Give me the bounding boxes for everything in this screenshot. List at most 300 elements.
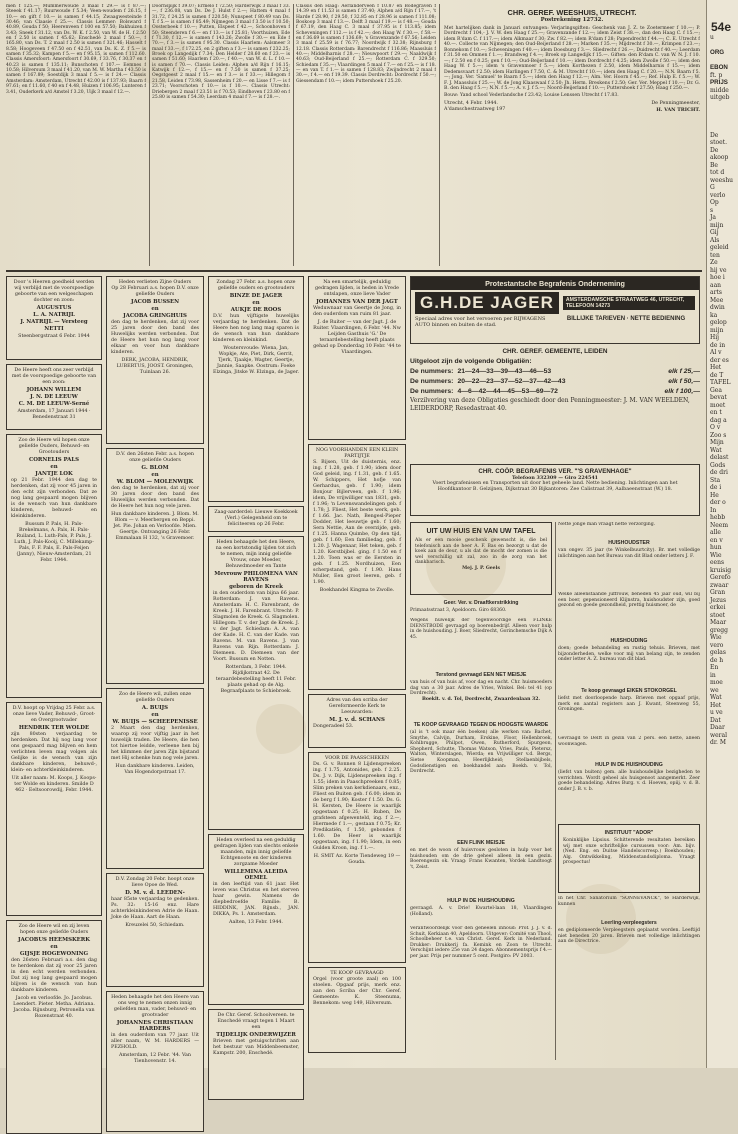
edge-word: hoe i — [710, 274, 725, 281]
edge-word: aan — [710, 281, 722, 289]
edge-word: we — [710, 686, 719, 694]
edge-word: Sta — [710, 476, 721, 484]
classified-body: liefst met doorloopende harp. Brieven met opgaaf prijs, merk en aantal registers aan J. Kwant, Steenweg 55, Groningen. — [558, 696, 700, 713]
notice-box — [308, 752, 406, 963]
orphanage-postrekening: Postrekening 12732. — [540, 17, 604, 23]
notice-name: JOHANN WILLEM — [26, 387, 82, 393]
notice-footer: Amsterdam, 17 Januari 1944 · Benedenstraat 31 — [17, 409, 91, 420]
edge-word: hij ve — [710, 266, 727, 274]
notice-footer: Hun dankbare kinderen. J. Blom. M. Blom — v. Meerbergen en Beppi. Jet. Pie. Johan en Verloofde. Mien. Geertje. Ontvanging 26 Febr. Emmalaan H 132, 's Gravemoer. — [111, 512, 199, 541]
notice-name: NETTI — [44, 326, 64, 332]
notice-footer: H. SMIT Az. Korte Tiendeweg 19 — Gouda. — [313, 854, 401, 865]
classified-title: HUISHOUDING — [610, 638, 648, 644]
notice-box — [308, 694, 406, 748]
classified-title: TE KOOP GEVRAAGD TEGEN DE HOOGSTE WAARDE — [413, 722, 549, 728]
edge-word: verlo — [710, 191, 726, 199]
notice-intro: D.V. den 26sten Febr. a.s. hopen onze geliefde Ouders — [115, 452, 194, 463]
classified-ad — [410, 838, 552, 893]
edge-word: EBON — [710, 64, 728, 71]
classified-body: en met de woon of huisvrouw gesloten in hulp voor het huishouden om de drie geheel alleen in een gezin. Boerengezin ok. Vraag: Frans Kwanten, Vordek Landtoogt 't, Zeist. — [410, 848, 552, 870]
edge-word — [710, 109, 738, 117]
classified-title: HULP IN DE HUISHOUDING — [595, 762, 663, 768]
classified-footer: Boeklt. v. d. Tol, Dordrecht, Zwaardenlaan 32. — [421, 696, 541, 702]
classified-body: doen; goede behandeling en rustig tehuis. Brieven, met bijzonderheden, welke voor mij van belang zijn, te zenden onder letter A. Z. bureau van dit blad. — [558, 646, 700, 663]
obligaties-row-value: elk f 25,— — [668, 368, 700, 375]
edge-word: Gods — [710, 461, 726, 469]
notice-body: Dongeradeel 53. — [313, 724, 354, 729]
edge-word: eens — [710, 559, 725, 566]
notice-name: W. BUIJS — SCHEEPENISSE — [112, 719, 198, 725]
notice-name: A. BUIJS — [141, 705, 169, 711]
edge-word: Dat — [710, 716, 721, 724]
notice-name: AUKJE DE ROOS — [230, 307, 282, 313]
notice-name: en — [252, 300, 260, 306]
edge-word: hun — [710, 544, 722, 551]
edge-word: Ze — [710, 259, 718, 266]
classified-title: INSTITUUT "ADOR" — [604, 830, 654, 836]
edge-word: Mijn — [710, 439, 724, 446]
signoff-role: De Penningmeester, — [651, 100, 700, 106]
edge-word: der o — [710, 499, 726, 506]
notice-body: Ds. G. v. Ronnen 8 Lijdenspreeken ing. f 1.75, Antonides, geb. f 2.25. Ds. J. v. Dijk, Lijdenspreeken ing. f 1.55; idem in Paaschpreeken f 0.85; Slim preken van kerkdienaars, enz., Fliest en Buiten geb. f 6.00; idem in de berg f 1.90; Koster f 1.50. Ds. G. H. Kersten, De Heere is waarlijk opgestaan f 0.25; H. Ruben, De grafsteen afgewenteld, ing. f 2.—, Hiermede f 1.—, gestaan f 0.75; Kr. Predikatiën, f 1.50, gebonden f 1.60. De Heer is waarlijk opgestaan, ing. f 1.90; Idem, in een Gulden Kroon, ing. f 1.—. — [313, 762, 401, 851]
obligaties-intro: Uitgeloot zijn de volgende Obligatiën: — [410, 358, 532, 365]
edge-word: Gij — [710, 229, 719, 236]
obligaties-row-value: elk f 100,— — [664, 388, 700, 395]
edge-word: ka — [710, 311, 718, 319]
article-text: Classis den Haag: Aerlanderveen f 10.87 en Bodegraven f 14.39 en f 11.53 is samen f 37.40; Alphen a/d Rijn f 17.—, 't Harde f 28.90, f 29.50, f 32.85 en f 28.96 is samen f 111.08; Boskoop 3 maal f 13.—. Delft 3 maal f 19.— is f 48.—; Gouda f 67.19, den Haag C. 3 maal f 37.95 is f 113.85; idem Scheveningen f 112.— is f 42.—; den Haag W. f 30.—, f 58.— en f 36.69 is samen f 136.69; 's Gravenzande f 67.56; Leiden 3 maal f 25.59 is f 76.77; Noordwijk f 32.38; Rijnsburg f 12.18. Classis Rotterdam: Barendrecht f 116.86; Maassluis f 40.—; Middelharnis f 28.—; Nieuwpoort f 29.—; Naaldwijk f 40.63; Oud-Beijerland f 25.—; Rotterdam C. f 329.50; Schiedam f 35.—; Vlaardingen 5 maal f 7.— en f 25.— is f 18.— en van T. f 1.— is samen f 128.83; Zwijndrecht 2 maal f 30.—, f 4.— en f 19.39. Classis Dordrecht: Dordrecht f 50.—; Giessendam f 10.—; idem Puttershoek f 25.20. — [296, 4, 436, 84]
notice-name: JOHANNES VAN DER JAGT — [316, 299, 398, 305]
edge-word: Het — [710, 364, 722, 371]
edge-word: de T — [710, 371, 724, 379]
section-divider — [6, 270, 702, 272]
notice-intro: Heden behaagde het den Heere van ons weg te nemen onzen innig geliefden man, vader, behuwd- en grootvader — [111, 995, 199, 1018]
edge-word: arts — [710, 289, 722, 296]
classified-body: en gediplomeerde Verpleegsters geplaatst worden. Leeftijd niet beneden 20 jaren. Brieven met volledige inlichtingen aan de Directrice. — [558, 928, 700, 945]
notice-intro: Heden overleed na een geduldig gedragen lijden van slechts enkele maanden, mijn innig geliefde Echtgenoote en der kinderen zorgzame Moeder — [213, 838, 299, 867]
obligaties-row-value: elk f 50,— — [668, 378, 700, 385]
edge-word: alle — [710, 529, 721, 536]
notice-intro: NOG VOORHANDEN EEN KLEIN PARTIJTJE — [315, 448, 399, 459]
notice-box — [6, 434, 102, 698]
edge-word: In — [710, 506, 717, 514]
notice-name: TIJDELIJK ONDERWIJZER — [216, 1032, 296, 1038]
edge-word: s — [710, 206, 714, 214]
notice-footer: Rotterdam, 3 Febr. 1944. Rijdijkstraat 42. De teraardebestelling heeft 11 Febr. plaats gehad op de Alg. Begraafplaats te Schiebroek. — [215, 665, 297, 694]
notice-name: AUGUSTUS — [36, 305, 72, 311]
top-text-column-1 — [6, 4, 146, 266]
notice-footer: Boekhandel Kingma te Zwolle. — [319, 588, 395, 593]
edge-word — [710, 42, 738, 50]
edge-word: Ja — [710, 214, 716, 221]
notice-body: den dag te herdenken, dat zij voor 30 jaren door den band des Huwelijks werden verbonden. Dat de Heere het hun nog vele jaren. — [111, 486, 199, 509]
obligaties-row-numbers: 20—22—23—37—52—37—42—43 — [457, 378, 566, 385]
classified-body: van huis of van huis af, voor dag en nacht. Chr. huismoeders dag van ± 30 jaar. Adres de Vries, Winkel. Bel: tel 41 (op Dordrecht). — [410, 680, 552, 697]
edge-word: ft. p — [710, 71, 723, 79]
notice-box — [208, 536, 304, 830]
funeral-ad-header: Protestantsche Begrafenis Onderneming — [411, 277, 699, 290]
notice-name: en — [50, 944, 58, 950]
classified-title: Te koop gevraagd EIKEN STOKORGEL — [581, 688, 677, 694]
classified-body: Gevraagd te Delft in gezin van 2 pers. een nette, alleen woonwagen. — [558, 736, 700, 747]
notice-box — [208, 276, 304, 502]
edge-word: De — [710, 146, 719, 154]
obligaties-footer: Verzilvering van deze Obligaties geschiedt door den Penningmeester: J. M. VAN WEELDEN, LEIDERDORP, Resedastraat 40. — [410, 397, 690, 412]
column-rule — [439, 4, 440, 266]
classified-title: UIT UW HUIS EN VAN UW TAFEL — [426, 528, 536, 535]
notice-box — [208, 1009, 304, 1100]
notice-body: den 26sten Februari a.s. den dag te herdenken dat zij voor 25 jaren in den echt werden verbonden. Dat zij nog lang gespaard mogen blijven is de wensch van hun dankbare kinderen. — [11, 958, 97, 993]
notice-box — [106, 276, 204, 444]
edge-word: Maar — [710, 619, 727, 626]
edge-word: akoop — [710, 154, 729, 161]
notice-name: en — [151, 306, 159, 312]
classified-ad — [410, 896, 552, 923]
edge-word: TAFEL — [710, 379, 731, 386]
notice-body: S. Bijsen, Uit de duisternis, enz. ing. f 1.28, geb. f 1.90; idem door God geleid, ing. f 1.31, geb. f 1.65. W. Schippers, Het hofje van Gerhardus, geb. f 1.90; idem Bonjour Bijlerveen, geb. f 1.96; idem, De vrijwilliger van 1831, geb. f 1.96; 'n Levenswandelingen geb. f 1.78; J. Fliest, Het beste werk, geb. f 1.66. Jac. Nath, Bengesl-Pieper Dodder, Het leeuwtje geb. f 1.60; Sera Nettie, Aan de overzijde, geb. f 1.25. Hanna Quimbe, Op den tijd, geb. f 1.60; Een familiedag, geb. f 1.20. J. Wagenaar, Het teken, geb. f 1.20. Kerstbijbel. ging. f 1.50 en f 1.20. Toen was er de Eersten in geb. f 1.25. Nordhuizen, Een scherpstand, geb. f 1.90. Hans Muller, Een groot leeren, geb. f 1.90. — [313, 460, 401, 585]
orphanage-signoff — [444, 101, 700, 113]
notice-name: geboren de Kreek — [229, 584, 283, 590]
edge-word: zwaar — [710, 581, 729, 589]
edge-word: de dri — [710, 469, 728, 476]
notice-name: BINZE DE JAGER — [229, 293, 283, 299]
notice-footer: Jacob en verloofde. Jo. Jacobus. Leendert. Pieter. Metha. Adriana. Jacoba. Rijnsburg, Petronella van Rozenstraat 40. — [13, 996, 95, 1019]
edge-word: Be — [710, 161, 718, 169]
edge-word: de h — [710, 656, 724, 664]
notice-body: in den ouderdom van bijna 66 jaar. Rotterdam: J. van Ravens. Amsterdam: H. C. Farenbrant, de Kreek. J. H. Farenbrant. Utrecht: P. Slagmolen de Kreek. G. Slagmolen. Hillegom: T. v. der Jagt de Kreek. J. v. der Jagt. Schiedam: A. A. van der Kade. H. C. van der Kade. van Ravens. M. van Ravens. J. van Ravens van Rijn. Rotterdam: J. Diemeen. D. Diemeen van der Voort. Bussum en Notten. — [213, 591, 300, 662]
edge-word: He — [710, 491, 719, 499]
obligaties-row-label: De nummers: — [410, 378, 454, 385]
edge-word: Al v — [710, 349, 722, 356]
edge-word: midde — [710, 86, 729, 94]
classified-body: In het Chr. Sanatorium "SONNEVANCK", te Harderwijk, kunnen — [558, 896, 700, 907]
edge-word: Wie — [710, 551, 722, 559]
begrafenis-ad — [410, 464, 700, 516]
notice-box — [106, 991, 204, 1132]
edge-word: Wie — [710, 634, 722, 641]
classified-ad — [410, 926, 552, 1043]
edge-word: delast — [710, 454, 729, 461]
notice-body: den dag te herdenken, dat zij voor 25 jaren door den band des Huwelijks werden verbonden. Dat de Heere het hun nog lang voor elkaar en voor hun dankbare kinderen. — [111, 320, 199, 355]
edge-word: Mee — [710, 296, 724, 304]
top-text-column-3 — [296, 4, 436, 266]
notice-footer: J. de Ruiter — van der Jagt. J. de Ruiter. Vlaardingen, 6 Febr. '44. Nw Leijden Gasthuis 'G.' De teraardebestelling heeft plaats gehad op Donderdag 10 Febr. '44 te Vlaardingen. — [313, 320, 401, 355]
edge-word: der es — [710, 356, 729, 364]
edge-word: Als — [710, 236, 720, 244]
notice-name: WILLEMINA ALEIDA OEMEL — [224, 869, 288, 881]
notice-intro: Op 28 Februari a.s. hopen D.V. onze geliefde Ouders — [111, 286, 199, 297]
edge-word — [710, 57, 738, 65]
classified-title: EEN FLINK MEISJE — [457, 840, 505, 846]
notice-intro: VOOR DE PAASSCHEKEN — [324, 756, 390, 761]
edge-word: uitgeb — [710, 94, 730, 101]
notice-intro: Zondag 27 Febr. a.s. hopen onze geliefde ouders en grootouders — [216, 280, 296, 291]
orphanage-title: CHR. GEREF. WEESHUIS, UTRECHT. — [507, 8, 637, 17]
signoff-left — [444, 101, 505, 113]
edge-word: Neem — [710, 521, 729, 529]
classified-title: HUISHOUDSTER — [608, 540, 650, 546]
notice-name: W. BLOM — MOLENWIJK — [116, 479, 194, 485]
edge-word: de in — [710, 341, 726, 349]
notice-intro: Zoo de Heere wil, zullen onze geliefde Ouders — [118, 692, 192, 703]
edge-word: dr. M — [710, 739, 727, 746]
funeral-ad-logo: G.H.DE JAGER — [415, 292, 559, 314]
obligaties-row-numbers: 21—24—33—39—43—46—53 — [457, 368, 552, 375]
column-rule — [293, 4, 294, 266]
obligaties-row — [410, 367, 700, 377]
edge-word: gelas — [710, 649, 726, 656]
notice-footer: Steenbergstraat 6 Febr. 1944 — [18, 334, 90, 339]
notice-name: D. M. v. d. LEEDEN- — [125, 890, 185, 896]
classified-ad — [558, 538, 700, 589]
notice-body: Brieven met getuigschriften aan het bestuur van Middenbeemster, Kampstr. 200, Enschedé. — [213, 1039, 299, 1056]
notice-intro: Door 's Heeren goedheid werden wij verblijd met de voorspoedige geboorte van een welgeschapen dochter en zoon: — [13, 280, 95, 303]
notice-name: JACOBA GRINGHUIS — [123, 313, 187, 319]
notice-box — [6, 920, 102, 1134]
notice-footer: Bussum P. Pals, H. Pals-Brekelmans, A. Pals, H. Pals-Ruiland, L. Luth-Pals, P. Pals, J. Luth, J. Pals-Kooij, C. Millekamp-Pals, F. F. Pals, E. Pals-Feijen (Janny), Nieuw-Amsterdam, 21 Febr. 1944. — [14, 522, 94, 563]
edge-word: stoet. — [710, 139, 727, 146]
notice-footer: Amsterdam, 12 Febr. '44. Van Tienhovenstr. 14. — [119, 1053, 191, 1064]
notice-body: 2 Maart den dag herdenken, waarop zij voor vijftig jaar in het huwelijk traden. De Heere, die hen tot hiertoe leidde, verleene hen bij het klimmen der jaren Zijn bijstand met Hij schenke hun nog vele jaren. — [111, 726, 199, 761]
edge-word: en t — [710, 409, 722, 416]
edge-word: bevat — [710, 394, 727, 401]
edge-word: ten — [710, 251, 720, 259]
classified-body: Wegens huwelijk der tegenwoordige een FLINKE DIENSTBODE gevraagd op boerenbedrijf. Alleen voor hulp in de huishouding. J. Boer, Sliedrecht, Gorinchemsche Dijk A 45. — [410, 618, 552, 640]
notice-name: M. J. v. d. SCHANS — [329, 717, 385, 723]
notice-name: en — [151, 472, 159, 478]
classified-ad — [558, 636, 700, 683]
paper-stain — [566, 884, 636, 954]
article-text: Doornspijk f 39.07; Ermelo f 72.50; Harderwijk 3 maal f 33.—, f 236.08, van Ds. De J. Hulst f 2.—; Hattem 4 maal f 31.72, f 24.25 is samen f 220.50; Nunspeet f 80.49 van Ds. T. f 5.— is samen f 85.49; Nijmegen 3 maal f 3.50 is f 10.50; Oosterbeek f 10.—; Putten, Elspeet f 42.—, Schoonhoven f 50; Steenderen f 6.— en f 13.— is f 25.81; Voorthuizen, Ede f 71.30, f 12.— is samen f 143.26; Zwolle f 30.— en Ede f 70.—, f 3.— is samen f 95.30. Classis Haarlem: Aalsmeer 3 maal f 33.—, f 172.25, en 2 giften a f 3.— is samen f 232.25; Broek op Langedijk f 7.34; Den Helder f 28.60 en f 23.— is samen f 51.60; Haarlem f 20.—, f 40.—, van W. d. L. f 10.— is samen f 70.—. Classis Leiden: Alphen a/d Rijn f 16.15; Katwijk f 12.—, f 15.— en f 7.50 is samen f 37.25; Oegstgeest 2 maal f 15.— en f 3.— is f 33.—; Hillegom f 21.58, Leiden f 73.98, Sassenheim f 20.— en Lisse f 7.— is f 23.71; Voorschoten f 10.— is f 10.—. Classis Utrecht: Driebergen 2 maal f 23.51 is f 70.53; Eindhoven f 23.80 en f 25.80 is samen f 54.30; Leerdam 4 maal f 7.— is f 28.—. — [152, 4, 290, 100]
obligaties-notice — [410, 348, 700, 460]
notice-body: D.V. hun vijftigste huwelijks verjaardag te herdenken. Dat de Heere hen nog lang mag sparen is de wensch van hun dankbare kinderen en kleinkind. — [213, 314, 299, 343]
orphanage-footer: Bouw: Yand school Vederlandsche f 23.42; Louise Lenssen Utrecht f 17.83. — [444, 93, 619, 99]
classified-ad — [410, 670, 552, 717]
classified-ad — [558, 686, 700, 733]
notice-body: in den ouderdom van 77 jaar. Uit aller naam, W. M. HARDERS — PEZHOLD. — [111, 1033, 199, 1050]
notice-name: JANTJE LOK — [35, 471, 73, 477]
edge-word: Daar — [710, 724, 725, 731]
signoff-date: Utrecht, 4 Febr. 1944. — [444, 100, 498, 106]
orphanage-notice — [444, 8, 700, 266]
notice-intro: Na een smartelijk, geduldig gedragen lijden, is heden in Vrede ontslapen, onze lieve Vader — [315, 280, 399, 297]
notice-box — [308, 967, 406, 1053]
edge-word: u ve — [710, 709, 723, 716]
column-rule — [555, 522, 556, 1060]
page-main — [6, 4, 702, 1064]
signoff-name: H. VAN TRICHT. — [656, 106, 700, 113]
notice-footer: Hun dankbare kinderen. Leiden, Van Hogendorpstraat 17. — [115, 764, 195, 775]
notice-box — [6, 702, 102, 916]
classified-footer: Mej. J. P. Geels — [462, 565, 500, 571]
edge-word: vero — [710, 641, 724, 649]
classified-body: (al is 't ook maar één boeken) alle werken van: Bachet, Smythe, Calvijn, Durham, Erskine, Floor, Hellenbroek, Kohlbrugge, Philpot, Owen, Rutherford, Spurgeon, Shepherd, Schutte, Thomas Watson, Vries, Pauls, Pietersz, Walton, Winterslagen, Wierda; en Vrijwilliger v.d. Bergs, Sietse Koopman, Heerlijkheid; Stellaenbijbels, Godsdienstigen en boekhandel aan: Boekh. v. Tol, Dordrecht. — [410, 730, 552, 775]
funeral-ad-line1: Speciaal adres voor het vervoeren per RIJWAGENS AUTO binnen en buiten de stad. — [415, 316, 546, 328]
funeral-ad-logo-row — [411, 290, 699, 316]
orphanage-body: Met hartelijken dank in Januari ontvangen: Verjaringsgiften: Geschenk van J. Z. te Zoetermeer f 10.—; P. Dordrecht f 104,- J. V. W. den Haag f 25.—; Gravenzande f 12.—; idem Zeist f 38.—, dan den Haag C. f 15.—; idem R'dam C. f 117.—; idem Alkmaar f 30; Zw. f 82.—; idem R'dam f 28; Papendrecht f 44.—; C. E. Utrecht f 40.—. Collecte van Nijmegen; den Oud-Beijerland f 28.—; Marken f 35.—; Mijdrecht f 30.—, Krimpen f 23.—; Bonnekom f 10.—; Scheveningen f 40.—; idem Doesburg f 3.—. Sliedrecht f 26.—, Duidrecht f 40.—; Leerdam f 31.50 en Ommen f 1.—; Brandweg f 4.—; Broek op Langedijk f 15.—. Giften: den R'dam C. van W. N. J. f 10.—; f 2.50 en f 0.25; gen f 10.—; Oud-Beijerland f 10.—; idem Dordrecht f 4.25; idem Zwolle f 50.—; idem den Haag W. f 5.—; idem 's Gravenmoer f 5.—; idem Korthezen f 2.50, idem Middelharnis f 15.—; idem Dedemsvaart f 2.50; idem Harlingen f 7.50, C. & M. Utrecht f 10.—; idem den Haag C. f 20.—; N.N. Baarn f 5.—; Jong. Ver. 'Samuel' te Baarn f 5.—; idem den Haag f 12.—; Alm. Ver. Hoorn f 45.—; Ref. Hulp E. f 5.—; W. F. J. Maassluis f 25.—; W. de Jong Klaaswaal f 2.50; Jh. Herm. Breskens f 2.50; Ger. Ver. Meppel f 10.—; Dr. G. B. den Haag f 5.—; N.N. f 5.—; A. v. J. f 5.—; Noord-Beijerland f 10.—; Puttershoek f 27.50; Haag f 250.—. — [444, 26, 700, 91]
edge-page-number: 54e — [711, 20, 732, 34]
notice-name: HENDRIK TER WOLDE — [18, 725, 90, 731]
notice-body: op 21 Febr. 1944 den dag te herdenken, dat zij voor 45 jaren in den echt zijn verbonden. Dat ze nog lang gespaard mogen blijven is de wensch van hun dankbare kinderen, behuwd- en kleinkinderen. — [11, 478, 97, 519]
notice-name: en — [50, 464, 58, 470]
edge-word: in — [710, 671, 716, 679]
notice-name: J. NATRIJL — Versteeg — [20, 319, 88, 325]
notice-box — [208, 834, 304, 1005]
notice-footer: Kreuzelei 50, Schiedam. — [125, 923, 185, 928]
notice-intro: De Chr. Geref. Schoolvereen. te Enschedé vraagt tegen 1 Maart een — [217, 1013, 295, 1030]
notice-box — [308, 444, 406, 690]
classified-ad — [558, 592, 700, 633]
classified-title: Geer. Ver. v. Draaftkerstrikking — [443, 600, 519, 606]
notice-intro: Zoo de Heere wil en zij leven hopen onze geliefde Ouders — [18, 924, 90, 935]
edge-word: geleid — [710, 244, 729, 251]
edge-word: En — [710, 664, 719, 671]
edge-word: hebb — [710, 514, 726, 521]
obligaties-row-numbers: 4—6—42—44—45—53—69—72 — [457, 388, 558, 395]
notice-body: Weduwnaar van Geertje de Jong, in den ouderdom van ruim 81 jaar. — [313, 306, 401, 317]
notice-intro: Heden verlieten Zijne Ouders — [118, 280, 192, 285]
funeral-company-ad — [410, 276, 700, 344]
paper-stain — [126, 24, 186, 84]
edge-word: dag a — [710, 416, 727, 424]
classified-body: Nette jonge man vraagt nette verzorging. — [558, 522, 656, 527]
begrafenis-header: CHR. COÖP. BEGRAFENIS VER. "'S GRAVENHAGE" — [478, 468, 632, 475]
notice-footer: Aalten, 13 Febr. 1944. — [229, 920, 283, 925]
notice-footer: Woutersvoude: Wiena, Jan, Wopkje, Ate, Piet, Dirk, Gerrit, Tjerk, Tjaakje, Wagter, Geertje, Jannie, Saapke. Oostrum: Foeke Elzinga, Jitske W. Elzinga, de Jager. — [213, 346, 300, 375]
edge-word: moet — [710, 401, 726, 409]
edge-word: O v — [710, 424, 721, 431]
classified-ad — [558, 522, 700, 535]
notice-intro: Adres van den scriba der Gereformeerde Kerk te Leeuwarden: — [326, 698, 388, 715]
edge-word: Wat — [710, 446, 722, 454]
notice-box — [308, 276, 406, 440]
edge-word: en v — [710, 536, 723, 544]
classified-ad — [558, 760, 700, 821]
article-text: men f 125.—; Mummerwoude 3 maal f 29.— is f 87.—; Steeek f 41.17; Ruurwoude f 5.34; Veen-woudem f 26.15, f 10.— en gift f 10.— is samen f 44.15; Zwaagwesteinde f 30.46; van Claasie f 25.—. Classis Lemmer: Bolsward f 40.89, Gouda f 50; Heerenveen f 100 en 57.50; Bakhuizen f 3.43; Sneek f 31.12, van Ds. W. K. f 2.50, van W. de H. f 2.50 en f 2.50 is samen f 45.62; Enschedé 2 maal f 50.—, f 165.80, van Ds. T. 2 maal f 2.50 is samen f 321.46; Hasselt f 8.58; Hoogeveen f 47.50 en f 42.51, van Ds. K. Z. f 5.— is samen f 35.32; Kampen f 5.— en f 95.15, is samen f 112.60. Classis Amersfoort: Amersfoort f 30.69, f 33.76, f 30.37 en f 40.23 is samen f 135.11; Bunschoten f 107.— Eemnes f 10.58; Hilversum 3 maal f 41.20, van M. W. Martha f 43.50 is samen f 167.89; Soestdijk 3 maal f 5.— is f 24.— Classis Amsterdam: Amsterdam, Utrecht f 42.00 is f 137.93; Baarn f 97.61; en f 11.60, f 40 en f 4.48, Huizen f 106.95; Lunteren f 3.41, Ouderkerk a/d Amstel f 3.20, Uijk 3 maal f 12.—. — [6, 4, 146, 95]
notice-name: G. BLOM — [141, 465, 169, 471]
edge-word — [710, 124, 738, 132]
paper-stain — [256, 704, 306, 754]
adjacent-page-edge — [706, 0, 738, 1068]
notice-intro: Heden behaagde het den Heere, na een kortstondig lijden tot zich te nemen, mijn innig geliefde Vrouw, onze Moeder, Behuwdmoeder en Tante — [215, 540, 297, 569]
edge-word: tot d — [710, 169, 725, 176]
classified-title: Terstond gevraagd EEN NET MEISJE — [435, 672, 527, 678]
edge-word: moe — [710, 679, 723, 686]
notice-box — [106, 688, 204, 869]
edge-word: Gea — [710, 386, 722, 394]
edge-word: ORG — [710, 49, 725, 56]
edge-word: gregg — [710, 626, 728, 634]
classified-ad — [410, 720, 552, 835]
classified-body: Primaatsstraat 3, Apeldoorn. Giro 68360. — [410, 608, 507, 613]
begrafenis-body: Voert begrafenissen en Transporten uit door het geheele land. Nette bediening. Inlichtingen aan het Hoofdkantoor B. Gelzijnen, Dijkstraat 30 Bijkantoren: Zee Calistraat 39, Aalbaeenstraat (W.) 18. — [432, 481, 678, 492]
classified-title: HULP IN DE HUISHOUDING — [447, 898, 515, 904]
edge-word: G — [710, 184, 715, 191]
obligaties-row — [410, 387, 700, 397]
edge-word: Gerefo — [710, 574, 731, 581]
edge-word: PRIJS — [710, 79, 728, 86]
notice-intro: Zoo de Heere wil hopen onze geliefde Ouders, Behuwd- en Grootouders — [18, 438, 90, 455]
edge-word: Zoo s — [710, 431, 727, 439]
classified-ad — [558, 736, 700, 757]
classified-title: Leerling-verpleegsters — [601, 920, 657, 926]
edge-word: Jezus — [710, 596, 727, 604]
edge-word: mijn — [710, 221, 724, 229]
notice-intro: Zaag-aarderdel: Lieuwe Koekkoek (Verl.) Gelegenheid om te feliciteeren op 26 Febr. — [214, 510, 298, 527]
notice-intro: D.V. Zondag 20 Febr. hoopt onze lieve Opoe de Wed. — [115, 877, 195, 888]
obligaties-title: CHR. GEREF. GEMEENTE, LEIDEN — [502, 348, 608, 355]
notice-name: JOHANNES CHRISTIAAN HARDERS — [116, 1020, 194, 1032]
obligaties-row-label: De nummers: — [410, 388, 454, 395]
edge-word: weeshu — [710, 176, 734, 184]
classified-body: (liefst van buiten) gem. alle huishoudelijke bezigheden te verrichten. Wordt geheel als huisgenoot aangemerkt. Zeer goede behandeling. Adres Burg. v. d. Hoeven, opiij. v. d. B. onder J. B. v. b. — [558, 770, 700, 792]
obligaties-row-label: De nummers: — [410, 368, 454, 375]
edge-word: u — [710, 34, 714, 41]
paper-stain — [426, 524, 506, 604]
edge-word: Op — [710, 199, 719, 206]
notice-box — [208, 506, 304, 532]
obligaties-row — [410, 377, 700, 387]
edge-word: De — [710, 131, 719, 139]
edge-word: dwin — [710, 304, 725, 311]
notice-name: JACOBUS HEEMSKERK — [18, 937, 90, 943]
notice-intro: D.V. hoopt op Vrijdag 25 Febr. a.s. onze lieve Vader, Behuwd-, Groot- en Overgrootvader — [12, 706, 96, 723]
funeral-ad-body — [411, 316, 699, 328]
signoff-right — [651, 101, 700, 113]
edge-word: de i — [710, 484, 722, 491]
classified-body: gevraagd. A. v. Drie! Kwartel-laan 18, Vlaardingen (Holland). — [410, 906, 552, 917]
classified-body: Verantwoordelijk voor den geheelen inhoud: Prof. J. J. v. d. Schuit, Kerkiaan 40, Apeldoorn. Uitgever: Comité van Thool, Schoolbeheer t.e. van Christ. Geref. Kerk in Nederland. Drukker: Drukkerij fa. Kemink en Zoon te Utrecht. Verschijnt iedere 25e van 24 dagen. Abonnementsprijs f 4.— per jaar. Prijs per nummer 5 cent. Postgiro: PV 2003. — [410, 926, 552, 959]
edge-word: Hij — [710, 334, 720, 341]
edge-word: stoet — [710, 611, 726, 619]
notice-footer: DERK, JACOBA, HENDRIK, LUBERTUS, JOOST. Groningen, Tuinlaan 26. — [116, 358, 194, 375]
notice-footer: Uit aller naam: M. Koops, J. Koops-ter Wolde en kinderen. Smilde D 462 · Eeltsoorowdij, Febr. 1944. — [11, 776, 97, 793]
edge-word: weral — [710, 731, 728, 739]
notice-name: GIJSJE HOGEWONING — [19, 951, 89, 957]
classified-body: Koninklijke Lipsius. Schitterende resultaten bereiken wij met onze schriftelijke cursussen voor: Am. bijv. (Ned. Eng. en Duitse Handelscorresp.) Boekhouden; Alg. Ontwikkeling, Middenstandsdiploma. Vraagt prospectus! — [563, 838, 695, 866]
signoff-address: A'damschestraatweg 197 — [444, 106, 506, 112]
edge-word: mijn — [710, 326, 724, 334]
notice-body: haar 85ste verjaardag te gedenken. Ps. 32: 15-16 enz. Hare achterkleinkinderen Adrie de Haan. Joke de Haan. Aart de Haan. — [111, 897, 199, 920]
notice-intro: TE KOOP GEVRAAGD — [330, 971, 384, 976]
edge-word: kruisig — [710, 566, 732, 574]
classified-body: Als er een mooie geschenk gewenscht is, die bel telefonisch aan de heer A. F. Bas en bezorgt u dat de koek aan de deur, u als dat de mocht der zomen is die wel verschillig uit zal, zoo in de zorg van het dankbarisch. — [415, 538, 547, 566]
edge-word: erkei — [710, 604, 726, 611]
notice-name: J. N. DE LEEUW — [30, 394, 78, 400]
begrafenis-phone: Telefoon 332309 — Giro 224541 — [511, 475, 599, 481]
edge-word — [710, 117, 738, 125]
notice-box — [106, 448, 204, 684]
classified-body: Welke alleenstaande juffrouw, beneden 45 jaar oud, wil bij een boer, gepensioneerd Klijnstra, huishoudster zijn, goed gezond en goede gezondheid, prettig huismoer, de — [558, 592, 700, 609]
notice-box — [6, 364, 102, 430]
notice-name: L. A. NATRIJL — [33, 312, 75, 318]
edge-word — [710, 102, 738, 110]
edge-word: gelop — [710, 319, 727, 326]
classified-body: van ongev. 35 jaar (te Winkelbuurtcity). Br. met volledige inlichtingen aan het Bureau van dit Blad onder letters J. F. — [558, 548, 700, 559]
notice-body: in den leeftijd van 61 jaar. Het leven was Christus en het sterven haar gewin. Namens de diepbedroefde Familie: B. HIDDINK, JAN. Rijnsb., JAN. DIKKA, Ps. 1. Amsterdam. — [213, 882, 299, 917]
edge-word: Wat — [710, 694, 722, 701]
edge-word: Gran — [710, 589, 726, 596]
notice-box — [6, 276, 102, 360]
funeral-ad-tag: AMSTERDAMSCHE STRAATWEG 46, UTRECHT, TELEFOON 14273 — [563, 296, 695, 310]
edge-word: Het — [710, 701, 722, 709]
notice-name: Mevrouw PHILOMENA VAN RAVENS — [214, 571, 298, 583]
notice-body: Orgel (voor groote zaal) en 100 stoelen. Opgaaf prijs, merk enz. aan den Scriba der Chr. Geref. Gemeente: K. Steenuma, Bennekom: weg 149, Hilversum. — [313, 977, 401, 1006]
notice-name: C. M. DE LEEUW-Serné — [18, 401, 90, 407]
notice-name: JACOB BUSSEN — [130, 299, 180, 305]
notice-body: zijn 80sten verjaardag te herdenken. Dat hij nog lang voor ons gespaard mag blijven en hem verlichten leven mag volgen als Gelijke is de wensch van zijn dankbare kinderen, behuwd-, klein- en achterkleinkinderen. — [11, 732, 97, 773]
classified-ad — [410, 618, 552, 667]
classified-ad — [558, 824, 700, 893]
